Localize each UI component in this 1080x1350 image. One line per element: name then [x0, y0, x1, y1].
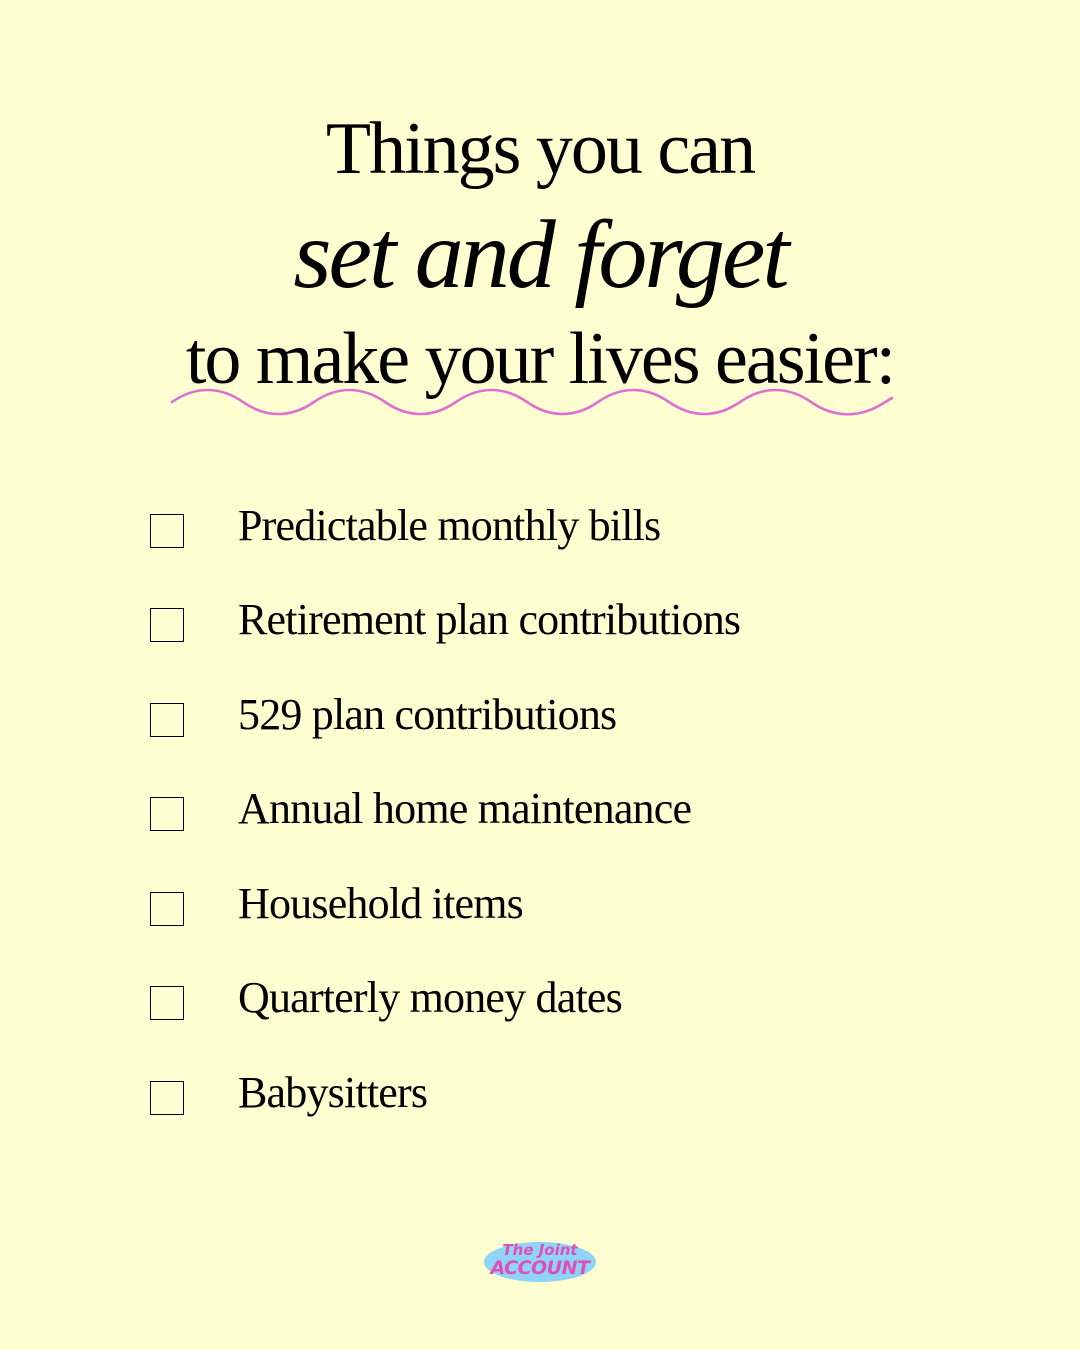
checklist-item-label: Quarterly money dates — [238, 973, 622, 1022]
checklist-item[interactable] — [150, 1067, 950, 1127]
checklist-item-label: 529 plan contributions — [238, 690, 617, 739]
checklist-item[interactable] — [150, 500, 950, 560]
checklist-item-label: Predictable monthly bills — [238, 501, 661, 550]
empty-checkbox-icon[interactable] — [150, 892, 184, 926]
title-line-2-emphasis: set and forget — [293, 201, 787, 309]
checklist-item[interactable] — [150, 594, 950, 654]
title-line-3: to make your lives easier: — [185, 318, 895, 400]
empty-checkbox-icon[interactable] — [150, 797, 184, 831]
empty-checkbox-icon[interactable] — [150, 986, 184, 1020]
empty-checkbox-icon[interactable] — [150, 608, 184, 642]
logo-text-line-1: The Joint — [502, 1241, 578, 1259]
checklist-item[interactable] — [150, 689, 950, 749]
checklist-item[interactable] — [150, 783, 950, 843]
empty-checkbox-icon[interactable] — [150, 703, 184, 737]
logo-text-line-2: ACCOUNT — [490, 1257, 590, 1279]
brand-logo — [478, 1236, 602, 1286]
empty-checkbox-icon[interactable] — [150, 1081, 184, 1115]
title-line-1: Things you can — [325, 108, 755, 190]
checklist-item[interactable] — [150, 972, 950, 1032]
checklist-item-label: Babysitters — [238, 1068, 428, 1117]
checklist-item-label: Retirement plan contributions — [238, 595, 741, 644]
checklist-item[interactable] — [150, 878, 950, 938]
checklist-item-label: Household items — [238, 879, 523, 928]
empty-checkbox-icon[interactable] — [150, 514, 184, 548]
checklist-item-label: Annual home maintenance — [238, 784, 692, 833]
